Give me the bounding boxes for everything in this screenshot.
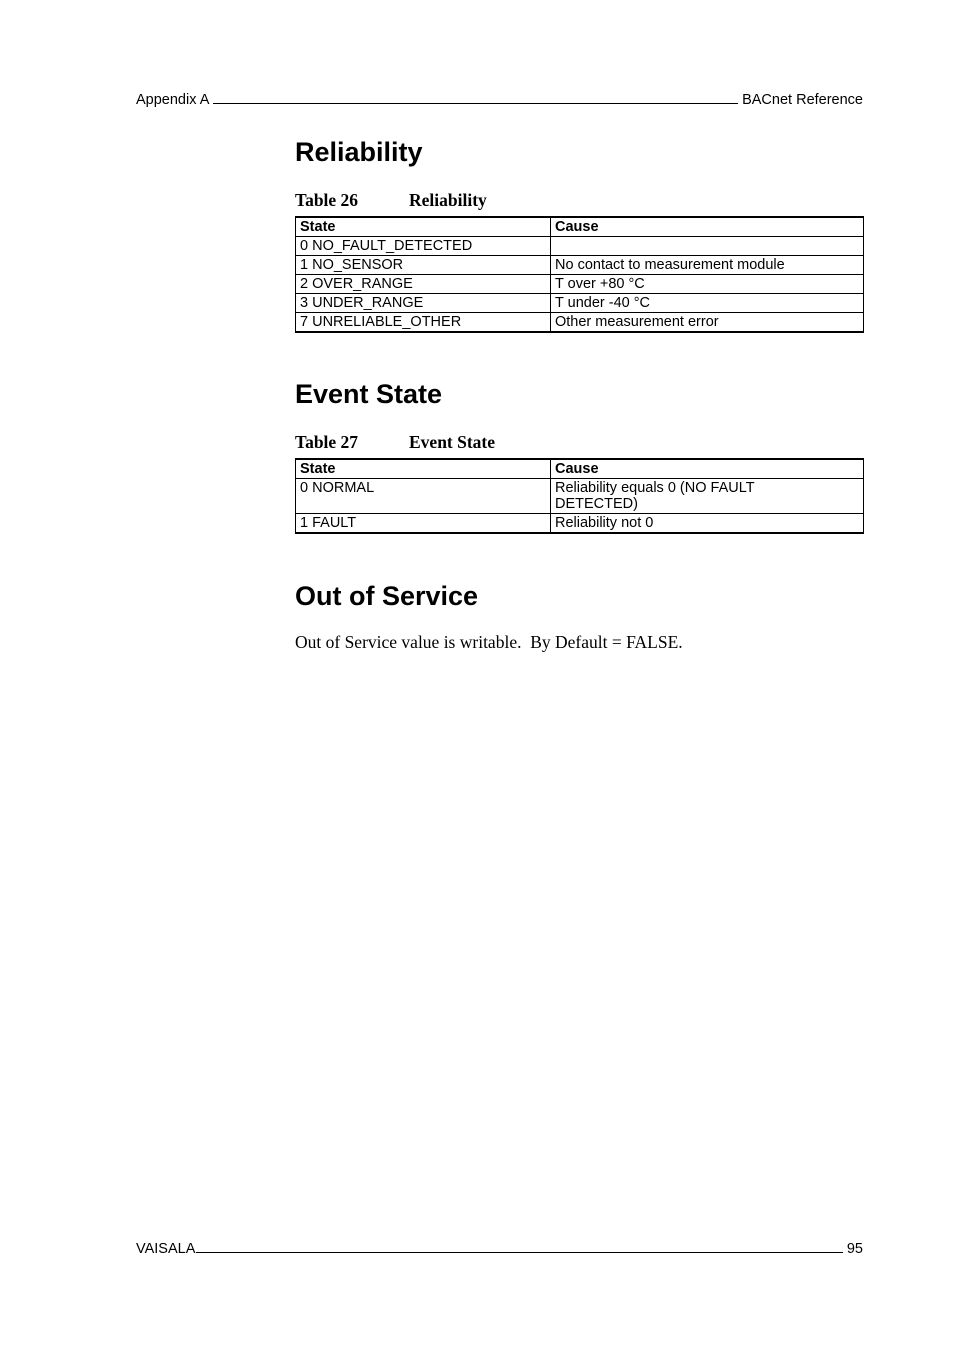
page-header xyxy=(136,90,863,109)
cause-cell: Reliability not 0 xyxy=(551,514,864,534)
table-row xyxy=(296,294,864,313)
table-row xyxy=(296,479,864,514)
column-header-cause: Cause xyxy=(551,217,864,237)
footer-company: VAISALA xyxy=(136,1241,196,1257)
out-of-service-paragraph: Out of Service value is writable. By Default = FALSE. xyxy=(295,632,683,652)
column-header-state: State xyxy=(296,217,551,237)
table-caption-reliability xyxy=(295,190,487,210)
table-row xyxy=(296,514,864,534)
table-row xyxy=(296,275,864,294)
table-row xyxy=(296,256,864,275)
header-rule xyxy=(213,90,738,104)
cause-cell: T over +80 °C xyxy=(551,275,864,294)
section-heading-out-of-service: Out of Service xyxy=(295,581,479,611)
event-state-table xyxy=(295,458,864,534)
state-cell: 0 NORMAL xyxy=(296,479,551,514)
state-cell: 7 UNRELIABLE_OTHER xyxy=(296,313,551,333)
table-row xyxy=(296,313,864,333)
cause-cell: Reliability equals 0 (NO FAULT DETECTED) xyxy=(551,479,864,514)
reliability-table xyxy=(295,216,864,333)
section-heading-reliability: Reliability xyxy=(295,137,423,167)
footer-rule xyxy=(196,1239,842,1253)
table-number: Table 26 xyxy=(295,190,359,210)
header-chapter: Appendix A xyxy=(136,92,210,108)
state-cell: 0 NO_FAULT_DETECTED xyxy=(296,237,551,256)
cause-cell: T under -40 °C xyxy=(551,294,864,313)
table-title: Reliability xyxy=(409,190,487,210)
cause-cell xyxy=(551,237,864,256)
cause-cell: No contact to measurement module xyxy=(551,256,864,275)
state-cell: 1 NO_SENSOR xyxy=(296,256,551,275)
table-header-row xyxy=(296,217,864,237)
header-title: BACnet Reference xyxy=(742,92,863,108)
section-heading-event-state: Event State xyxy=(295,379,443,409)
column-header-state: State xyxy=(296,459,551,479)
state-cell: 3 UNDER_RANGE xyxy=(296,294,551,313)
table-caption-event-state xyxy=(295,432,495,452)
state-cell: 2 OVER_RANGE xyxy=(296,275,551,294)
state-cell: 1 FAULT xyxy=(296,514,551,534)
page-number: 95 xyxy=(846,1241,863,1257)
cause-cell: Other measurement error xyxy=(551,313,864,333)
table-number: Table 27 xyxy=(295,432,359,452)
column-header-cause: Cause xyxy=(551,459,864,479)
page-footer xyxy=(136,1239,863,1258)
table-title: Event State xyxy=(409,432,496,452)
table-header-row xyxy=(296,459,864,479)
table-row xyxy=(296,237,864,256)
